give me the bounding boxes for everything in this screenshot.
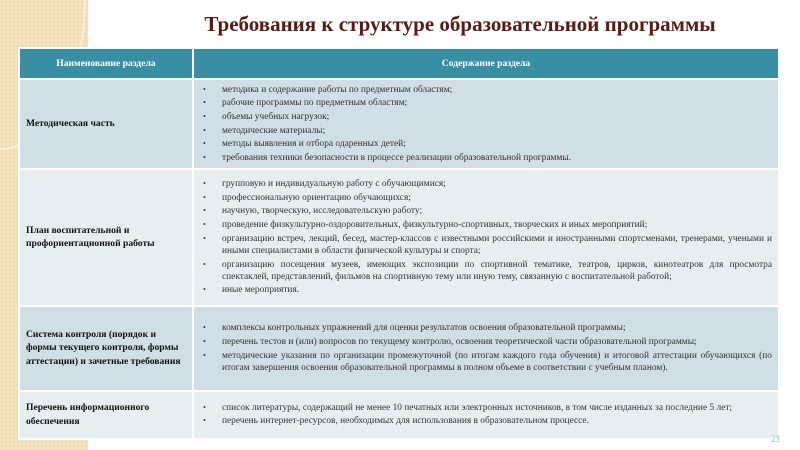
list-item: • требования техники безопасности в процессе реализации образовательной программы. [200,152,772,164]
list-item: • научную, творческую, исследовательскую работу; [200,205,772,217]
list-item: • перечень интернет-ресурсов, необходимых для использования в образовательном процессе. [200,415,772,427]
content-list [200,84,772,165]
section-content [193,79,779,169]
section-name: Система контроля (порядок и формы текущего контроля, формы аттестации) и зачетные требования [19,306,193,391]
table-row [19,79,779,169]
requirements-table [18,47,780,440]
list-item: • методические материалы; [200,125,772,137]
list-item: • профессиональную ориентацию обучающихся; [200,192,772,204]
list-item: • методические указания по организации промежуточной (по итогам каждого года обучения) и итоговой аттестации обучающихся (по итогам завершения освоения образовательной программы в полном объеме в соответствии с учебным планом). [200,350,772,374]
header-section-name: Наименование раздела [19,48,193,79]
table-header-row [19,48,779,79]
content-list [200,322,772,374]
table-row [19,391,779,439]
list-item: • организацию встреч, лекций, бесед, мастер-классов с известными российскими и иностранными спортсменами, тренерами, учеными и иными специалистами в области физической культуры и спорта; [200,233,772,257]
list-item: • групповую и индивидуальную работу с обучающимися; [200,178,772,190]
header-section-content: Содержание раздела [193,48,779,79]
section-name: План воспитательной и профориентационной работы [19,169,193,306]
content-list [200,402,772,428]
section-name: Перечень информационного обеспечения [19,391,193,439]
table-row [19,169,779,306]
section-content [193,306,779,391]
list-item: • комплексы контрольных упражнений для оценки результатов освоения образовательной программы; [200,322,772,334]
section-name: Методическая часть [19,79,193,169]
list-item: • методы выявления и отбора одаренных детей; [200,138,772,150]
list-item: • перечень тестов и (или) вопросов по текущему контролю, освоения теоретической части образовательной программы; [200,336,772,348]
list-item: • методика и содержание работы по предметным областям; [200,84,772,96]
page-number: 23 [771,434,780,444]
list-item: • рабочие программы по предметным областям; [200,97,772,109]
section-content [193,391,779,439]
list-item: • список литературы, содержащий не менее 10 печатных или электронных источников, в том числе изданных за последние 5 лет; [200,402,772,414]
list-item: • объемы учебных нагрузок; [200,111,772,123]
list-item: • иные мероприятия. [200,284,772,296]
list-item: • организацию посещения музеев, имеющих экспозиции по спортивной тематике, театров, цирков, кинотеатров для просмотра спектаклей, представлений, фильмов на спортивную тему или иную тему, связанную с воспитательной работой; [200,259,772,283]
list-item: • проведение физкультурно-оздоровительных, физкультурно-спортивных, творческих и иных мероприятий; [200,219,772,231]
table-row [19,306,779,391]
section-content [193,169,779,306]
slide-title: Требования к структуре образовательной программы [204,12,716,36]
content-list [200,178,772,297]
